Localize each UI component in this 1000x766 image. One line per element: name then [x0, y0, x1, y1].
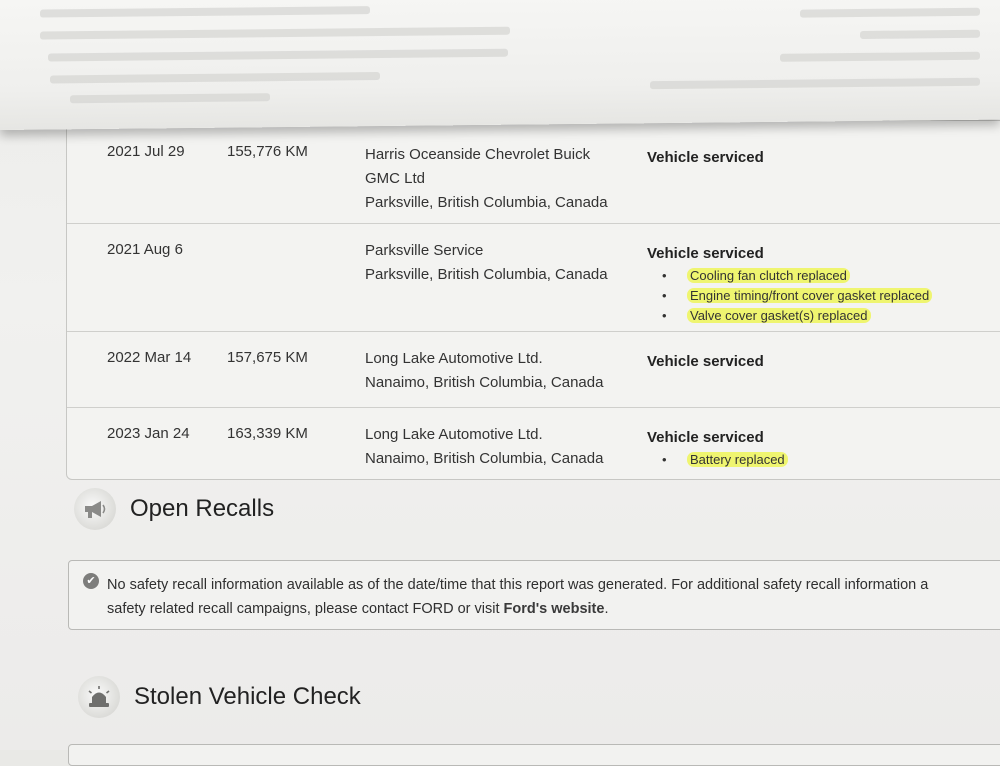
location-line: Parksville, British Columbia, Canada: [365, 194, 608, 211]
folded-paper-overlay: [0, 0, 1000, 130]
location-line: GMC Ltd: [365, 170, 426, 187]
record-details: [647, 353, 764, 370]
location-line: Parksville Service: [365, 242, 484, 259]
table-row: [67, 407, 1000, 479]
record-title: Vehicle serviced: [647, 149, 764, 166]
highlighted-item: Engine timing/front cover gasket replaced: [687, 288, 932, 303]
record-items: [647, 266, 932, 326]
highlighted-item: Battery replaced: [687, 452, 788, 467]
record-details: [647, 429, 788, 470]
table-row: [67, 331, 1000, 408]
record-location: [365, 143, 608, 215]
bullet: •: [662, 288, 667, 303]
record-location: [365, 423, 603, 471]
table-row: [67, 121, 1000, 224]
record-date: 2022 Mar 14: [107, 349, 192, 366]
notice-line-2: [107, 597, 1000, 621]
notice-period: .: [604, 601, 609, 617]
notice-line-1: No safety recall information available as of the date/time that this report was generated. For additional safety recall information a: [107, 577, 929, 593]
service-history-table: [66, 120, 1000, 480]
bullet: •: [662, 452, 667, 467]
location-line: Harris Oceanside Chevrolet Buick: [365, 146, 591, 163]
record-date: 2023 Jan 24: [107, 425, 190, 442]
record-location: [365, 239, 608, 287]
record-details: [647, 245, 932, 326]
record-title: Vehicle serviced: [647, 429, 764, 446]
notice-line-2-text: safety related recall campaigns, please contact FORD or visit: [107, 601, 504, 617]
record-details: [647, 149, 764, 166]
recall-notice: [68, 560, 1000, 630]
stolen-check-box: [68, 744, 1000, 766]
highlighted-item: Cooling fan clutch replaced: [687, 268, 850, 283]
record-odometer: 163,339 KM: [227, 425, 308, 442]
record-odometer: 155,776 KM: [227, 143, 308, 160]
record-title: Vehicle serviced: [647, 353, 764, 370]
ford-website-link[interactable]: Ford's website: [503, 601, 605, 617]
check-circle-icon: ✔: [83, 573, 99, 589]
location-line: Nanaimo, British Columbia, Canada: [365, 450, 604, 467]
location-line: Parksville, British Columbia, Canada: [365, 266, 608, 283]
megaphone-icon: [74, 488, 116, 530]
stolen-vehicle-heading: [78, 676, 361, 718]
location-line: Nanaimo, British Columbia, Canada: [365, 374, 604, 391]
record-location: [365, 347, 603, 395]
bullet: •: [662, 268, 667, 283]
list-item: [647, 286, 932, 306]
table-row: [67, 223, 1000, 332]
location-line: Long Lake Automotive Ltd.: [365, 426, 543, 443]
section-title: Open Recalls: [130, 495, 275, 522]
notice-text: [107, 573, 1000, 621]
open-recalls-heading: [74, 488, 274, 530]
siren-icon: [78, 676, 120, 718]
record-date: 2021 Jul 29: [107, 143, 185, 160]
highlighted-item: Valve cover gasket(s) replaced: [687, 308, 871, 323]
record-title: Vehicle serviced: [647, 245, 764, 262]
list-item: [647, 306, 932, 326]
record-odometer: 157,675 KM: [227, 349, 308, 366]
list-item: [647, 450, 788, 470]
bullet: •: [662, 308, 667, 323]
record-items: [647, 450, 788, 470]
section-title: Stolen Vehicle Check: [134, 683, 361, 710]
record-date: 2021 Aug 6: [107, 241, 183, 258]
location-line: Long Lake Automotive Ltd.: [365, 350, 543, 367]
list-item: [647, 266, 932, 286]
